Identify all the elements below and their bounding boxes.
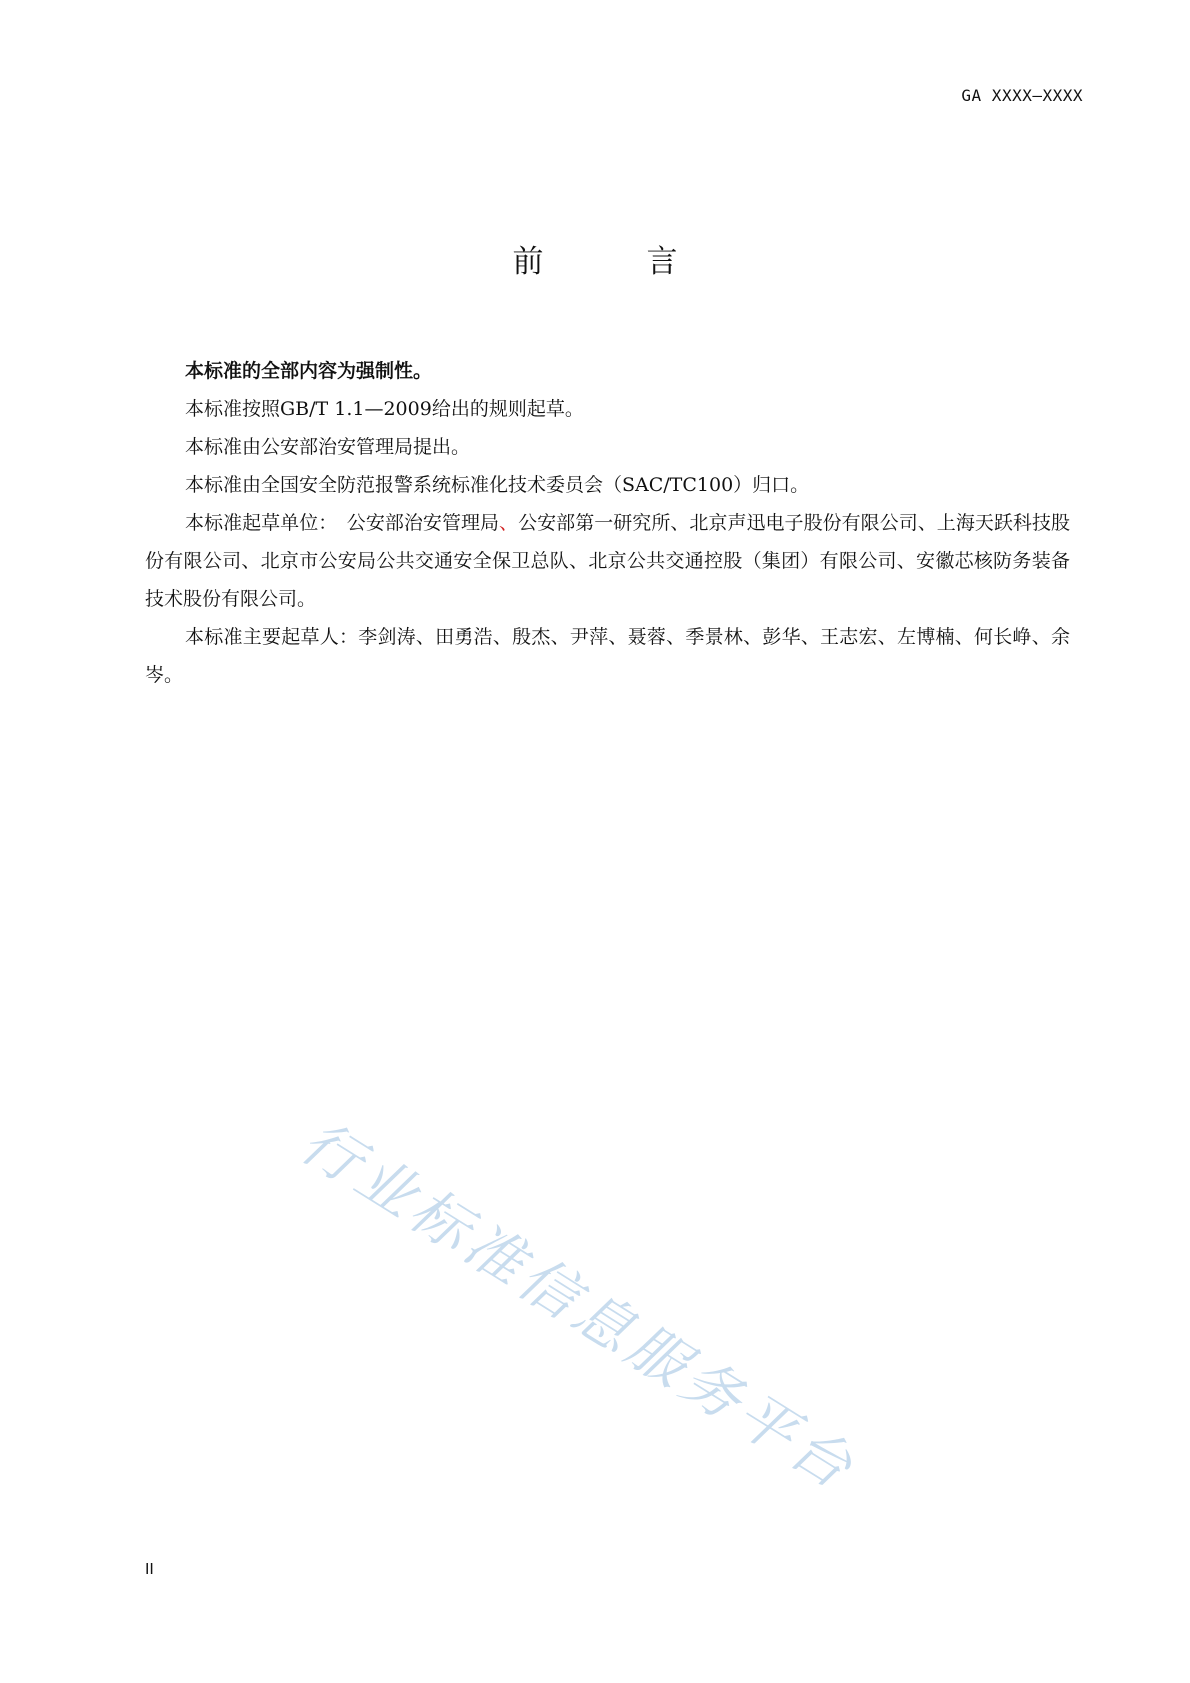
red-separator-mark: 、 xyxy=(499,512,519,534)
drafting-units-start: 本标准起草单位： 公安部治安管理局 xyxy=(185,512,500,534)
paragraph-drafters: 本标准主要起草人：李剑涛、田勇浩、殷杰、尹萍、聂蓉、季景林、彭华、王志宏、左博楠、何长峥、余岑。 xyxy=(145,626,1070,686)
page-number: II xyxy=(145,1560,154,1578)
paragraph-drafting-units xyxy=(145,504,1070,618)
page-title: 前 言 xyxy=(512,244,714,280)
document-code: GA XXXX—XXXX xyxy=(961,86,1083,105)
paragraph-proposer: 本标准由公安部治安管理局提出。 xyxy=(185,436,471,458)
paragraph-mandatory: 本标准的全部内容为强制性。 xyxy=(185,360,433,382)
paragraph-governing-body: 本标准由全国安全防范报警系统标准化技术委员会（SAC/TC100）归口。 xyxy=(185,474,810,496)
preface-body xyxy=(145,352,1070,694)
watermark: 行业标准信息服务平台 xyxy=(289,1107,869,1505)
paragraph-drafting-rules: 本标准按照GB/T 1.1—2009给出的规则起草。 xyxy=(185,398,584,420)
drafting-units-rest: 公安部第一研究所、北京声迅电子股份有限公司、上海天跃科技股份有限公司、北京市公安局公共交通安全保卫总队、北京公共交通控股（集团）有限公司、安徽芯核防务装备技术股份有限公司。 xyxy=(145,512,1070,610)
